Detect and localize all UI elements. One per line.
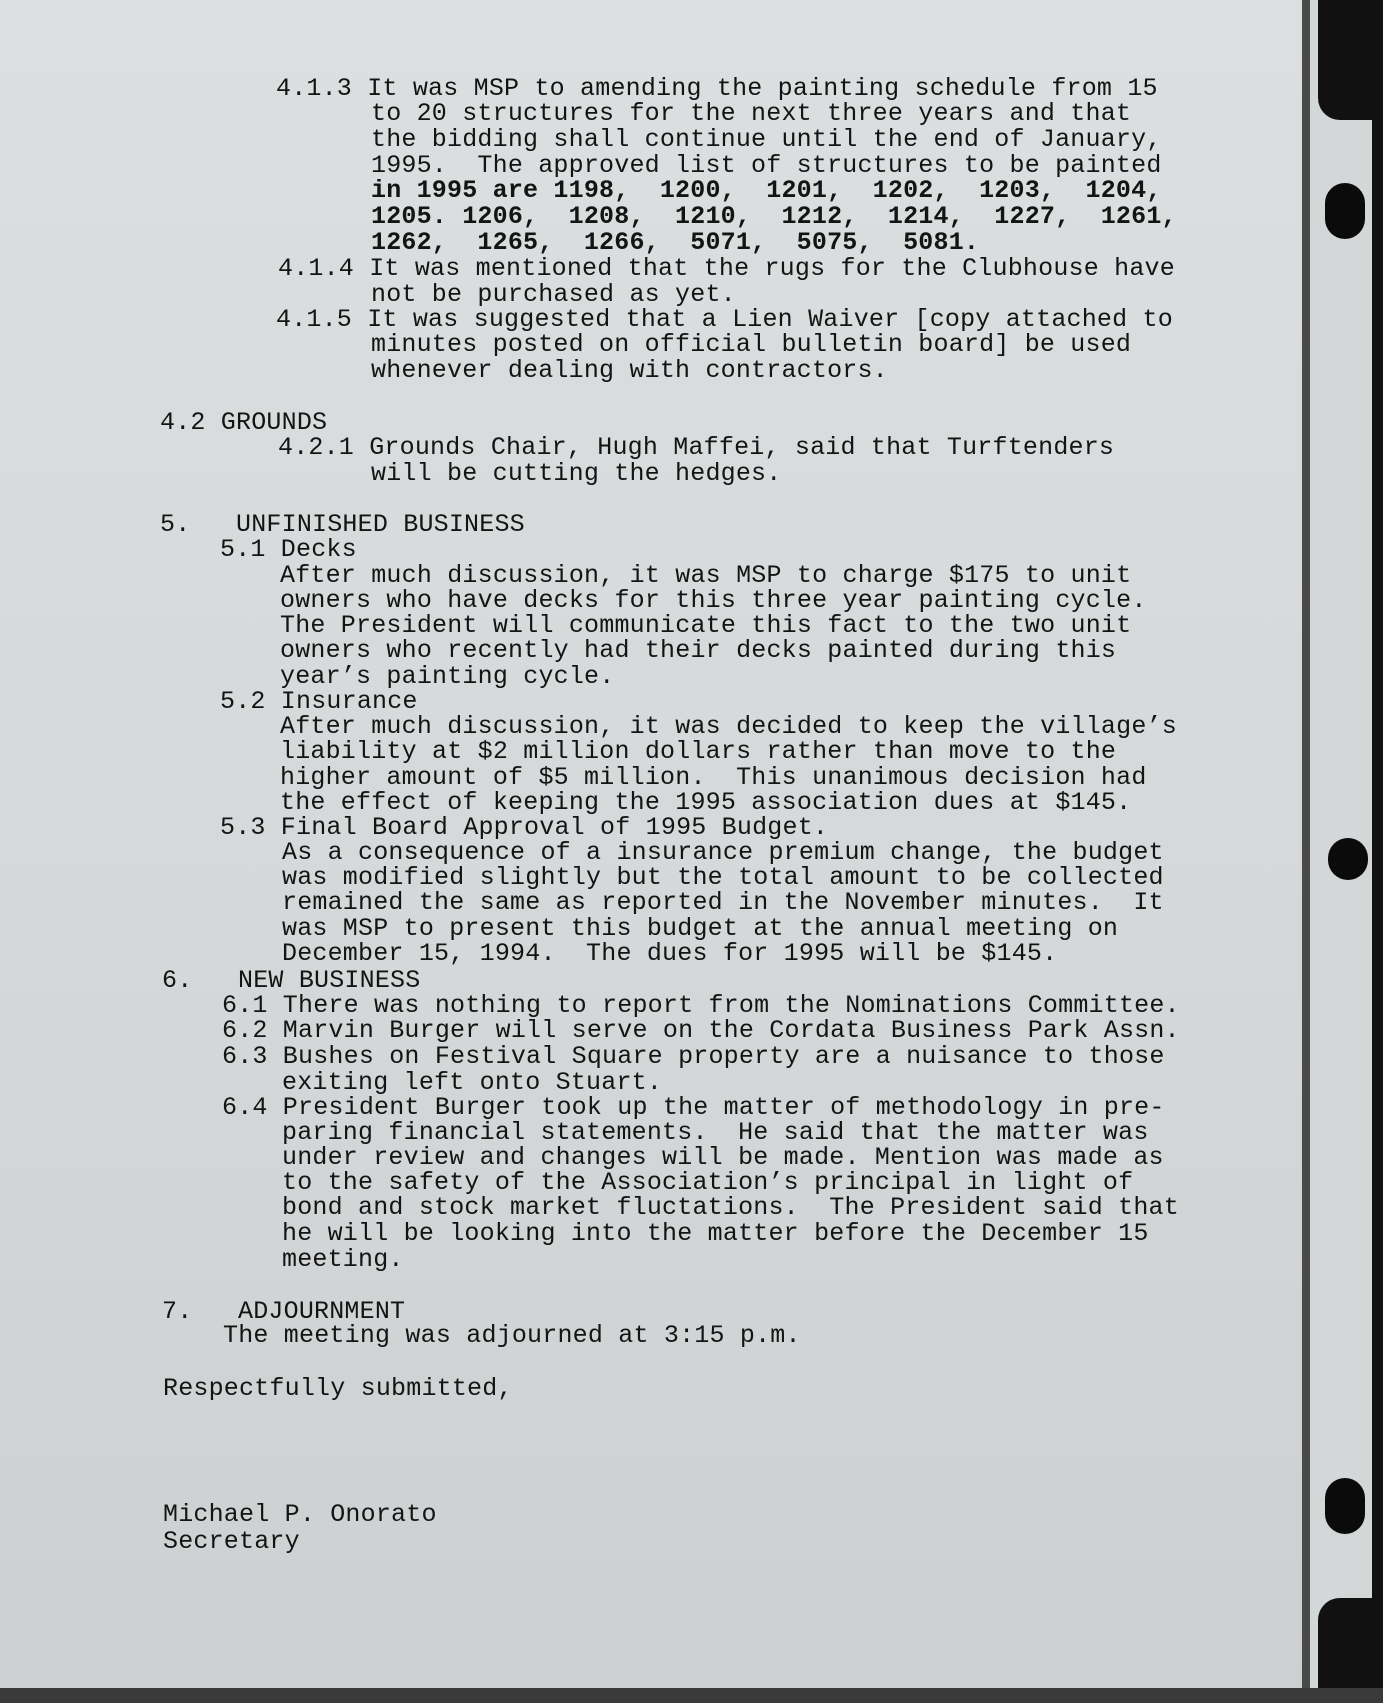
text-line: liability at $2 million dollars rather than move to the	[280, 737, 1117, 766]
text-line: owners who have decks for this three year painting cycle.	[280, 586, 1147, 615]
text-line: paring financial statements. He said that the matter was	[282, 1118, 1149, 1147]
text-line: he will be looking into the matter before the December 15	[282, 1219, 1149, 1248]
text-line: to 20 structures for the next three years and that	[371, 99, 1132, 128]
closing-line: Respectfully submitted,	[163, 1374, 513, 1403]
text-line: owners who recently had their decks painted during this	[280, 636, 1117, 665]
binder-tab-top	[1318, 0, 1383, 120]
text-line: exiting left onto Stuart.	[282, 1068, 663, 1097]
text-line: 4.1.3 It was MSP to amending the painting schedule from 15	[276, 74, 1158, 103]
text-line: 1205. 1206, 1208, 1210, 1212, 1214, 1227, 1261,	[371, 202, 1177, 231]
text-line: to the safety of the Association’s principal in light of	[282, 1168, 1134, 1197]
text-line: The President will communicate this fact to the two unit	[280, 611, 1132, 640]
text-line: the effect of keeping the 1995 association dues at $145.	[280, 788, 1132, 817]
text-line: 4.1.4 It was mentioned that the rugs for the Clubhouse have	[278, 254, 1175, 283]
text-line: 6.3 Bushes on Festival Square property are a nuisance to those	[222, 1042, 1165, 1071]
text-line: minutes posted on official bulletin board] be used	[371, 330, 1132, 359]
binder-tab-bottom	[1318, 1598, 1383, 1688]
text-line: 6.2 Marvin Burger will serve on the Cordata Business Park Assn.	[222, 1016, 1180, 1045]
section-heading: 7. ADJOURNMENT	[162, 1297, 406, 1326]
text-line: under review and changes will be made. Mention was made as	[282, 1143, 1164, 1172]
text-line: The meeting was adjourned at 3:15 p.m.	[223, 1321, 801, 1350]
bottom-edge	[0, 1688, 1383, 1703]
text-line: 6.1 There was nothing to report from the Nominations Committee.	[222, 991, 1180, 1020]
subsection-heading: 5.1 Decks	[220, 535, 357, 564]
text-line: 1995. The approved list of structures to be painted	[371, 151, 1162, 180]
section-heading: 6. NEW BUSINESS	[162, 966, 421, 995]
section-heading: 4.2 GROUNDS	[160, 408, 328, 437]
text-line: not be purchased as yet.	[371, 280, 736, 309]
binder-right-edge	[1372, 0, 1383, 1688]
text-line: will be cutting the hedges.	[371, 459, 782, 488]
signature-name: Michael P. Onorato	[163, 1500, 437, 1529]
binder-edge	[1302, 0, 1310, 1688]
subsection-heading: 5.2 Insurance	[220, 687, 418, 716]
text-line: was modified slightly but the total amount to be collected	[282, 863, 1164, 892]
text-line: 4.1.5 It was suggested that a Lien Waiver [copy attached to	[276, 305, 1173, 334]
text-line: whenever dealing with contractors.	[371, 356, 888, 385]
punch-hole-top	[1325, 183, 1365, 239]
text-line: 4.2.1 Grounds Chair, Hugh Maffei, said that Turftenders	[278, 433, 1115, 462]
text-line: After much discussion, it was MSP to charge $175 to unit	[280, 561, 1132, 590]
punch-hole-bottom	[1325, 1478, 1365, 1534]
text-line: December 15, 1994. The dues for 1995 will be $145.	[282, 939, 1058, 968]
section-heading: 5. UNFINISHED BUSINESS	[160, 510, 525, 539]
text-line: bond and stock market fluctations. The President said that	[282, 1193, 1179, 1222]
text-line: was MSP to present this budget at the annual meeting on	[282, 914, 1119, 943]
text-line: meeting.	[282, 1245, 404, 1274]
text-line: year’s painting cycle.	[280, 662, 615, 691]
text-line: 6.4 President Burger took up the matter of methodology in pre-	[222, 1093, 1165, 1122]
text-line: After much discussion, it was decided to keep the village’s	[280, 712, 1177, 741]
text-line: the bidding shall continue until the end of January,	[371, 125, 1162, 154]
punch-hole-middle	[1328, 838, 1368, 880]
text-line: 1262, 1265, 1266, 5071, 5075, 5081.	[371, 228, 980, 257]
text-line: in 1995 are 1198, 1200, 1201, 1202, 1203, 1204,	[371, 176, 1162, 205]
subsection-heading: 5.3 Final Board Approval of 1995 Budget.	[220, 813, 829, 842]
text-line: As a consequence of a insurance premium change, the budget	[282, 838, 1164, 867]
signature-title: Secretary	[163, 1527, 300, 1556]
text-line: higher amount of $5 million. This unanimous decision had	[280, 763, 1147, 792]
text-line: remained the same as reported in the November minutes. It	[282, 888, 1164, 917]
